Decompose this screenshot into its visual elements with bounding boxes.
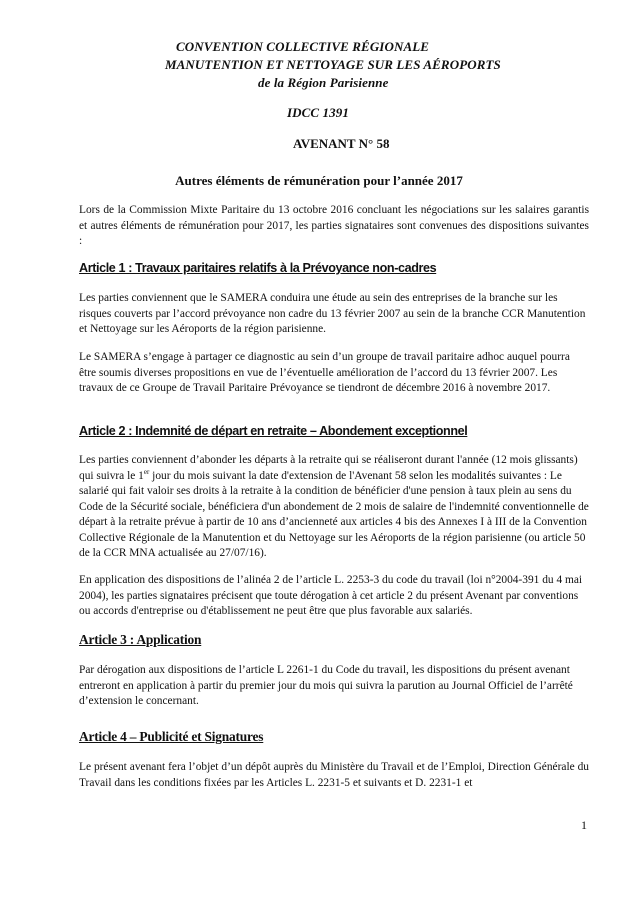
page-number: 1	[581, 818, 587, 832]
article-3-paragraph-1: Par dérogation aux dispositions de l’article L 2261-1 du Code du travail, les dispositions du présent avenant entreront en application à partir du premier jour du mois qui suivra la parution au Journal Officiel de l’arrêté d’extension le concernant.	[79, 664, 573, 707]
convention-region: de la Région Parisienne	[258, 75, 389, 90]
intro-paragraph: Lors de la Commission Mixte Paritaire du 13 octobre 2016 concluant les négociations sur les salaires garantis et autres éléments de rémunération pour 2017, les parties signataires sont convenues des dispositions suivantes :	[79, 204, 589, 247]
article-1-paragraph-2: Le SAMERA s’engage à partager ce diagnostic au sein d’un groupe de travail paritaire adhoc auquel pourra être soumis diverses propositions en vue de l’éventuelle amélioration de l’accord du 13 février 2007. Les travaux de ce Groupe de Travail Paritaire Prévoyance se tiendront de décembre 2016 à novembre 2017.	[79, 351, 570, 394]
article-2-heading: Article 2 : Indemnité de départ en retraite – Abondement exceptionnel	[79, 424, 468, 438]
article-4-paragraph-1: Le présent avenant fera l’objet d’un dépôt auprès du Ministère du Travail et de l’Emploi, Direction Générale du Travail dans les conditions fixées par les Articles L. 2231-5 et suivants et D. 2231-1 et	[79, 761, 589, 789]
article-1-paragraph-1: Les parties conviennent que le SAMERA conduira une étude au sein des entreprises de la branche sur les risques couverts par l’accord prévoyance non cadre du 13 février 2007 au sein de la branche CCR Manutention et Nettoyage sur les Aéroports de la région parisienne.	[79, 292, 586, 335]
idcc-number: IDCC 1391	[287, 105, 349, 120]
convention-title-line2: MANUTENTION ET NETTOYAGE SUR LES AÉROPORTS	[165, 57, 501, 72]
article-2-paragraph-2: En application des dispositions de l’alinéa 2 de l’article L. 2253-3 du code du travail (loi n°2004-391 du 4 mai 2004), les parties signataires précisent que toute dérogation à cet article 2 du présent Avenant par conventions ou accords d'entreprise ou d'établissement ne peut être que plus favorable aux salariés.	[79, 574, 583, 617]
document-title: Autres éléments de rémunération pour l’année 2017	[175, 173, 463, 188]
article-2-p1-text-b: jour du mois suivant la date d'extension de l'Avenant 58 selon les modalités suivantes : Le salarié qui fait valoir ses droits à la retraite à la condition de bénéficier d'une pension à taux plein au sens du Code de la Sécurité sociale, bénéficiera d'un abondement de 2 mois de salaire de l'indemnité conventionnelle de départ à la retraite prévue à partir de 10 ans d’ancienneté aux articles 4 bis des Annexes I à III de la Convention Collective Régionale de la Manutention et du Nettoyage sur les Aéroports de la région parisienne (ou article 50 de la CCR MNA actualisée au 27/07/16).	[79, 469, 589, 559]
ordinal-superscript: er	[143, 467, 150, 476]
article-2-paragraph-1	[79, 453, 589, 562]
avenant-number: AVENANT N° 58	[293, 136, 390, 151]
article-3-heading: Article 3 : Application	[79, 632, 202, 647]
convention-title-line1: CONVENTION COLLECTIVE RÉGIONALE	[176, 39, 430, 54]
article-4-heading: Article 4 – Publicité et Signatures	[79, 729, 264, 744]
article-1-heading: Article 1 : Travaux paritaires relatifs à la Prévoyance non-cadres	[79, 261, 437, 275]
article-2-p1-text-a: Les parties conviennent d’abonder les départs à la retraite qui se réaliseront durant l'année (12 mois glissants) qui suivra le 1	[79, 454, 578, 482]
